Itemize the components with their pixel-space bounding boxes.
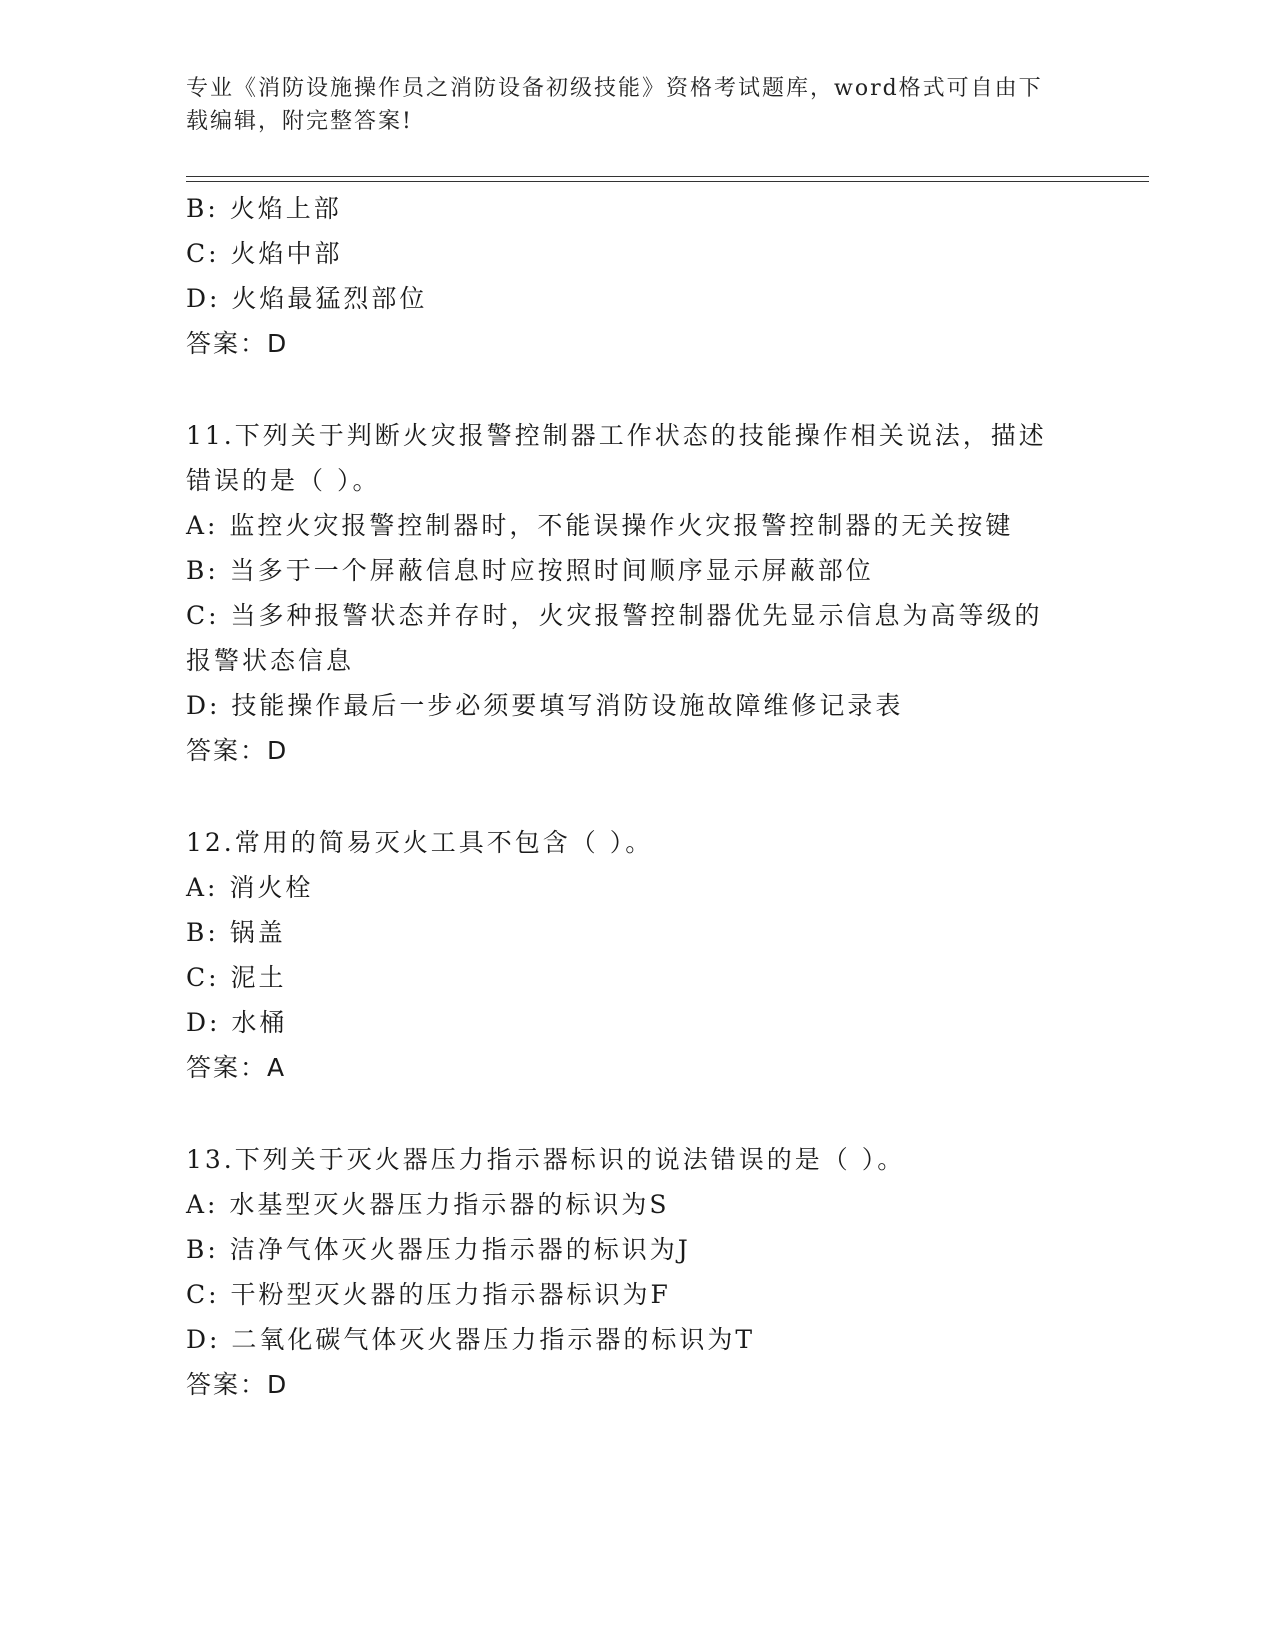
question-11: [186, 413, 1086, 773]
answer-line: 答案：D: [186, 1370, 289, 1399]
option-a: A: 监控火灾报警控制器时，不能误操作火灾报警控制器的无关按键: [186, 511, 1014, 540]
header-line-2: 载编辑，附完整答案!: [186, 109, 413, 134]
option-d: D: 水桶: [186, 1008, 288, 1037]
question-stem: 13.下列关于灭火器压力指示器标识的说法错误的是（ ）。: [186, 1145, 906, 1174]
header-divider-bottom: [186, 181, 1149, 182]
header-divider-top: [186, 176, 1149, 177]
answer-line: 答案：D: [186, 736, 289, 765]
question-13: [186, 1137, 1086, 1407]
option-d: D: 火焰最猛烈部位: [186, 284, 428, 313]
option-c: C: 火焰中部: [186, 239, 343, 268]
question-10-continued: [186, 186, 1086, 366]
question-12: [186, 820, 1086, 1090]
spacer: [186, 1090, 1086, 1137]
option-b: B: 火焰上部: [186, 194, 342, 223]
spacer: [186, 366, 1086, 413]
option-c: C: 泥土: [186, 963, 287, 992]
question-stem: 11.下列关于判断火灾报警控制器工作状态的技能操作相关说法，描述: [186, 421, 1047, 450]
answer-line: 答案：A: [186, 1053, 287, 1082]
option-b: B: 当多于一个屏蔽信息时应按照时间顺序显示屏蔽部位: [186, 556, 874, 585]
option-c-continued: 报警状态信息: [186, 646, 355, 675]
question-stem: 12.常用的简易灭火工具不包含（ ）。: [186, 828, 654, 857]
spacer: [186, 773, 1086, 820]
header-line-1: 专业《消防设施操作员之消防设备初级技能》资格考试题库，word格式可自由下: [186, 76, 1043, 101]
question-stem-continued: 错误的是（ ）。: [186, 466, 381, 495]
page-header: [186, 72, 1086, 138]
option-b: B: 锅盖: [186, 918, 286, 947]
option-a: A: 消火栓: [186, 873, 314, 902]
option-a: A: 水基型灭火器压力指示器的标识为S: [186, 1190, 670, 1219]
question-list: [186, 186, 1086, 1407]
answer-line: 答案：D: [186, 329, 289, 358]
option-d: D: 二氧化碳气体灭火器压力指示器的标识为T: [186, 1325, 756, 1354]
option-d: D: 技能操作最后一步必须要填写消防设施故障维修记录表: [186, 691, 904, 720]
option-c: C: 干粉型灭火器的压力指示器标识为F: [186, 1280, 671, 1309]
option-b: B: 洁净气体灭火器压力指示器的标识为J: [186, 1235, 691, 1264]
option-c: C: 当多种报警状态并存时，火灾报警控制器优先显示信息为高等级的: [186, 601, 1043, 630]
